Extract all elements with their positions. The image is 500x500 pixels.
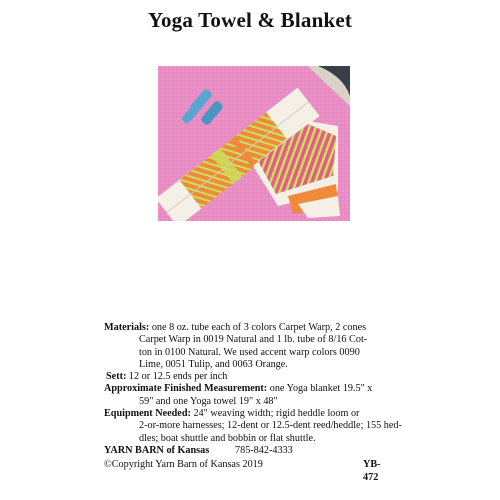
materials-text-4: Lime, 0051 Tulip, and 0063 Orange. — [139, 358, 288, 370]
materials-text-2: Carpet Warp in 0019 Natural and 1 lb. tube of 8/16 Cot- — [139, 334, 368, 346]
measurement-text-1: one Yoga blanket 19.5" x — [269, 383, 373, 395]
measurement-row — [104, 383, 434, 395]
sett-row — [104, 371, 434, 383]
materials-text-3: ton in 0100 Natural. We used accent warp colors 0090 — [139, 346, 360, 358]
equipment-text-2: 2-or-more harnesses; 12-dent or 12.5-dent reed/heddle; 155 hed- — [139, 420, 402, 432]
materials-row — [104, 322, 434, 334]
footer — [104, 444, 394, 483]
phone-number: 785-842-4333 — [235, 445, 293, 456]
measurement-text-2: 59" and one Yoga towel 19" x 48" — [139, 395, 278, 407]
materials-label: Materials: — [104, 322, 150, 333]
sett-label: Sett: — [106, 371, 127, 383]
pattern-code: YB-472 — [363, 459, 381, 483]
copyright: ©Copyright Yarn Barn of Kansas 2019 — [104, 459, 263, 470]
product-photo — [158, 66, 350, 221]
measurement-label: Approximate Finished Measurement: — [104, 383, 268, 395]
company-name: YARN BARN of Kansas — [104, 445, 210, 456]
equipment-text-3: dles; boat shuttle and bobbin or flat shuttle. — [139, 432, 316, 444]
equipment-label: Equipment Needed: — [104, 408, 191, 420]
equipment-row — [104, 408, 434, 420]
page-title: Yoga Towel & Blanket — [147, 8, 353, 32]
sett-value: 12 or 12.5 ends per inch — [128, 371, 228, 383]
materials-text-1: one 8 oz. tube each of 3 colors Carpet Warp, 2 cones — [151, 322, 367, 333]
specifications — [104, 322, 434, 445]
equipment-text-1: 24" weaving width; rigid heddle loom or — [193, 408, 360, 420]
